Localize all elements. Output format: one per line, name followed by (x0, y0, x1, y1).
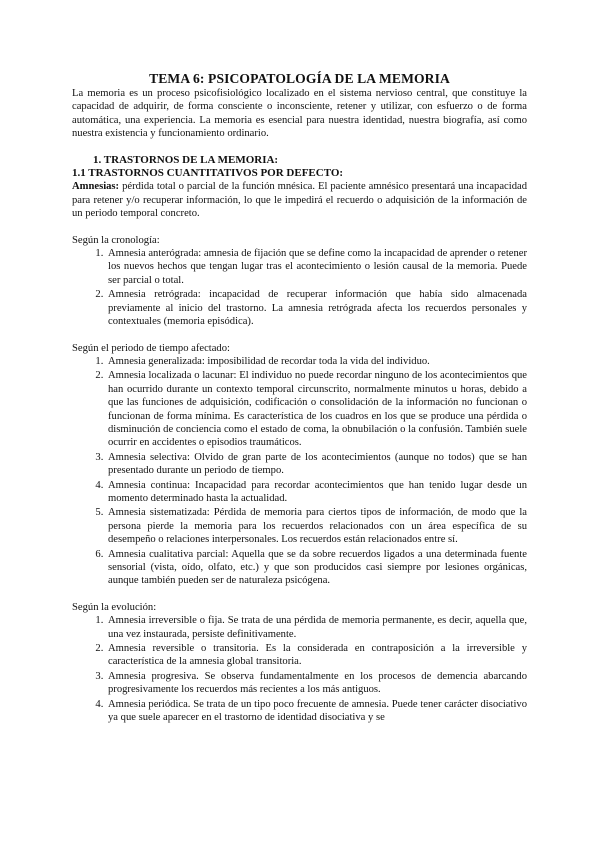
list-item: 4. Amnesia periódica. Se trata de un tipo poco frecuente de amnesia. Puede tener carácter disociativo ya que suele aparecer en el trastorno de identidad disociativa y se (106, 698, 527, 725)
intro-paragraph: La memoria es un proceso psicofisiológico localizado en el sistema nervioso central, que constituye la capacidad de adquirir, de forma consciente o inconsciente, retener y utilizar, con esfuerzo o de forma automática, una experiencia. La memoria es esencial para nuestra identidad, nuestra biografía, así como nuestra existencia y funcionamiento ordinario. (72, 88, 527, 140)
list-item: 1. Amnesia generalizada: imposibilidad de recordar toda la vida del individuo. (106, 355, 527, 368)
amnesia-term: Amnesias: (72, 181, 120, 193)
list-item: 3. Amnesia progresiva. Se observa fundamentalmente en los procesos de demencia abarcando progresivamente los recuerdos más recientes a los más antiguos. (106, 670, 527, 697)
evolucion-label: Según la evolución: (72, 601, 157, 613)
list-item: 1. Amnesia irreversible o fija. Se trata de una pérdida de memoria permanente, es decir, aquella que, una vez instaurada, persiste definitivamente. (106, 614, 527, 641)
evolucion-section (72, 601, 527, 725)
periodo-list (72, 355, 527, 588)
subsection-heading: 1.1 TRASTORNOS CUANTITATIVOS POR DEFECTO: (72, 167, 344, 180)
list-item: 5. Amnesia sistematizada: Pérdida de memoria para ciertos tipos de información, de modo que la persona pierde la memoria para los recuerdos relacionados con un área específica de su desempeño o relaciones interpersonales. Los recuerdos están relacionados entre sí. (106, 506, 527, 546)
cronologia-label: Según la cronología: (72, 234, 160, 246)
cronologia-section (72, 234, 527, 329)
evolucion-list (72, 614, 527, 724)
amnesia-definition-text: pérdida total o parcial de la función mnésica. El paciente amnésico presentará una incapacidad para retener y/o recuperar información, lo que le impedirá el recuerdo o adquisición de la información de un periodo temporal concreto. (72, 181, 527, 220)
list-item: 2. Amnesia reversible o transitoria. Es la considerada en contraposición a la irreversible y característica de la amnesia global transitoria. (106, 642, 527, 669)
section-heading: 1. TRASTORNOS DE LA MEMORIA: (93, 153, 279, 166)
list-item: 2. Amnesia retrógrada: incapacidad de recuperar información que había sido almacenada previamente al inicio del trastorno. La amnesia retrógrada afecta los recuerdos personales y contextuales (memoria episódica). (106, 288, 527, 328)
page-title: TEMA 6: PSICOPATOLOGÍA DE LA MEMORIA (149, 71, 450, 86)
periodo-section (72, 342, 527, 588)
periodo-label: Según el periodo de tiempo afectado: (72, 342, 230, 354)
list-item: 2. Amnesia localizada o lacunar: El individuo no puede recordar ninguno de los acontecimientos que han ocurrido durante un contexto temporal circunscrito, normalmente minutos u horas, debido a que las funciones de adquisición, codificación o consolidación de la información no funcionan o funcionan de forma mínima. Es característica de los cuadros en los que se produce una pérdida o disminución de conciencia como el estado de coma, la obnubilación o la confusión. También suele ocurrir en accidentes o episodios traumáticos. (106, 369, 527, 449)
list-item: 1. Amnesia anterógrada: amnesia de fijación que se define como la incapacidad de aprender o retener los nuevos hechos que tengan lugar tras el acontecimiento o lesión causal de la memoria. Puede ser parcial o total. (106, 247, 527, 287)
amnesia-definition (72, 180, 527, 220)
page-content (72, 71, 527, 725)
list-item: 6. Amnesia cualitativa parcial: Aquella que se da sobre recuerdos ligados a una determinada fuente sensorial (vista, oído, olfato, etc.) y que son producidos casi siempre por lesiones orgánicas, aunque también pueden ser de naturaleza psicógena. (106, 548, 527, 588)
cronologia-list (72, 247, 527, 328)
list-item: 3. Amnesia selectiva: Olvido de gran parte de los acontecimientos (aunque no todos) que se han presentado durante un periodo de tiempo. (106, 451, 527, 478)
list-item: 4. Amnesia continua: Incapacidad para recordar acontecimientos que han tenido lugar desde un momento determinado hasta la actualidad. (106, 479, 527, 506)
